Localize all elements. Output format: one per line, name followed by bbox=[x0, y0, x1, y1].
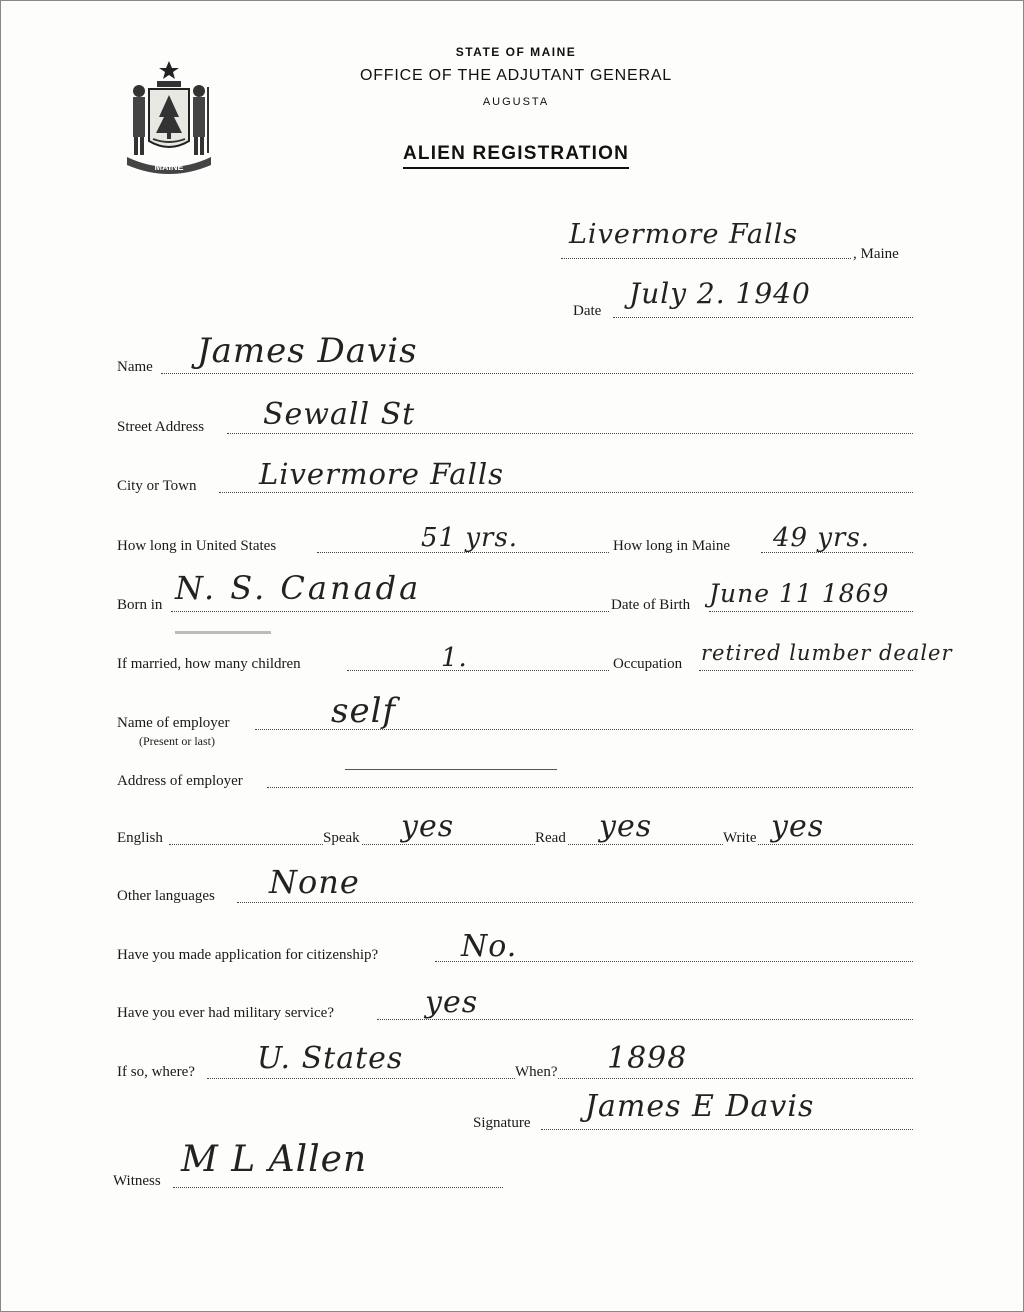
occupation-label: Occupation bbox=[613, 656, 683, 672]
dob-label: Date of Birth bbox=[611, 597, 691, 613]
signature-label: Signature bbox=[473, 1115, 531, 1131]
speak-label: Speak bbox=[323, 830, 360, 846]
occupation-value[interactable]: retired lumber dealer bbox=[701, 641, 953, 665]
speak-value[interactable]: yes bbox=[401, 809, 455, 844]
us-label: How long in United States bbox=[117, 538, 277, 554]
other-languages-label: Other languages bbox=[117, 888, 215, 904]
witness-value[interactable]: M L Allen bbox=[181, 1139, 368, 1180]
street-label: Street Address bbox=[117, 419, 205, 435]
seal-lettering: MAINE bbox=[154, 162, 184, 172]
employer-sub-label: (Present or last) bbox=[139, 734, 215, 748]
english-label: English bbox=[117, 830, 163, 846]
when-value[interactable]: 1898 bbox=[607, 1041, 688, 1076]
town-value[interactable]: Livermore Falls bbox=[569, 219, 799, 250]
citizenship-label: Have you made application for citizenship? bbox=[117, 947, 379, 963]
employer-address-label: Address of employer bbox=[117, 773, 243, 789]
name-label: Name bbox=[117, 359, 153, 375]
military-value[interactable]: yes bbox=[425, 985, 479, 1020]
signature-value[interactable]: James E Davis bbox=[585, 1089, 815, 1124]
street-value[interactable]: Sewall St bbox=[263, 397, 416, 432]
write-value[interactable]: yes bbox=[771, 809, 825, 844]
employer-address-stroke bbox=[345, 769, 557, 770]
write-label: Write bbox=[723, 830, 757, 846]
maine-suffix: , Maine bbox=[853, 246, 899, 262]
name-value[interactable]: James Davis bbox=[197, 331, 418, 371]
where-label: If so, where? bbox=[117, 1064, 195, 1080]
military-label: Have you ever had military service? bbox=[117, 1005, 334, 1021]
where-value[interactable]: U. States bbox=[257, 1041, 404, 1076]
employer-value[interactable]: self bbox=[331, 691, 397, 731]
form-title-text: ALIEN REGISTRATION bbox=[403, 143, 629, 169]
children-value[interactable]: 1. bbox=[441, 643, 468, 673]
maine-value[interactable]: 49 yrs. bbox=[773, 523, 871, 553]
citizenship-value[interactable]: No. bbox=[461, 929, 518, 964]
maine-label: How long in Maine bbox=[613, 538, 731, 554]
born-value[interactable]: N. S. Canada bbox=[175, 569, 422, 607]
children-label: If married, how many children bbox=[117, 656, 301, 672]
born-label: Born in bbox=[117, 597, 163, 613]
city-label: City or Town bbox=[117, 478, 197, 494]
witness-label: Witness bbox=[113, 1173, 161, 1189]
office-heading: OFFICE OF THE ADJUTANT GENERAL bbox=[359, 67, 673, 84]
form-title bbox=[1, 143, 1024, 165]
us-value[interactable]: 51 yrs. bbox=[421, 523, 519, 553]
city-heading: AUGUSTA bbox=[482, 96, 550, 108]
city-value[interactable]: Livermore Falls bbox=[259, 457, 505, 491]
other-languages-value[interactable]: None bbox=[269, 863, 360, 901]
read-value[interactable]: yes bbox=[599, 809, 653, 844]
when-label: When? bbox=[515, 1064, 558, 1080]
state-heading: STATE OF MAINE bbox=[455, 45, 577, 59]
dob-value[interactable]: June 11 1869 bbox=[709, 579, 890, 608]
date-label: Date bbox=[573, 303, 602, 319]
date-value[interactable]: July 2. 1940 bbox=[629, 277, 811, 310]
employer-label: Name of employer bbox=[117, 715, 230, 731]
read-label: Read bbox=[535, 830, 566, 846]
